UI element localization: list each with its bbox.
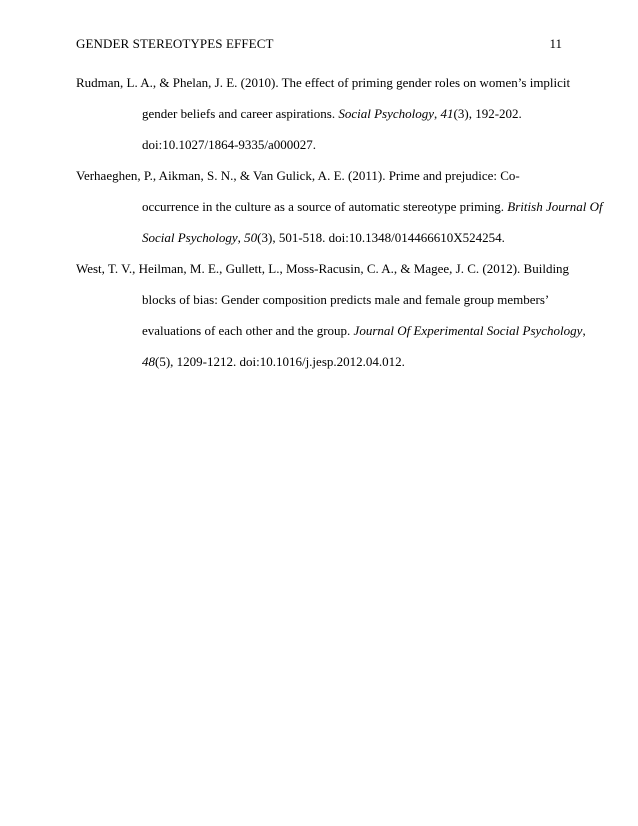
reference-text: evaluations of each other and the group. [142,323,354,338]
reference-text: Rudman, L. A., & Phelan, J. E. (2010). The effect of priming gender roles on women’s implicit [76,75,571,90]
reference-line [109,191,603,222]
reference-text: Verhaeghen, P., Aikman, S. N., & Van Gulick, A. E. (2011). Prime and prejudice: Co- [76,168,520,183]
reference-line [109,315,586,346]
reference-line [109,346,566,377]
reference-text: occurrence in the culture as a source of automatic stereotype priming. [142,199,508,214]
reference-line [109,129,566,160]
reference-entry [76,67,571,160]
reference-italic-text: Journal Of Experimental Social Psychology [353,323,583,338]
page-number: 11 [549,36,562,51]
reference-line [109,284,566,315]
reference-entry [76,253,586,377]
reference-line [76,160,566,191]
reference-list [76,67,603,377]
reference-line [76,67,571,98]
reference-line [76,253,570,284]
reference-text: doi:10.1027/1864-9335/a000027. [142,137,317,152]
reference-text: (3), 501-518. doi:10.1348/014466610X524254. [257,230,505,245]
reference-text: , [434,106,441,121]
reference-italic-text: British Journal Of [507,199,603,214]
reference-line [109,98,566,129]
reference-text: (5), 1209-1212. doi:10.1016/j.jesp.2012.04.012. [155,354,405,369]
reference-text: (3), 192-202. [453,106,522,121]
running-head: GENDER STEREOTYPES EFFECT [76,36,274,51]
reference-text: , [582,323,586,338]
reference-text: blocks of bias: Gender composition predicts male and female group members’ [142,292,550,307]
reference-italic-text: Social Psychology [142,230,238,245]
reference-italic-text: 41 [440,106,454,121]
reference-text: West, T. V., Heilman, M. E., Gullett, L., Moss-Racusin, C. A., & Magee, J. C. (2012). Building [76,261,570,276]
reference-italic-text: 48 [142,354,155,369]
reference-text: gender beliefs and career aspirations. [142,106,339,121]
reference-text: , [237,230,245,245]
reference-italic-text: Social Psychology [338,106,435,121]
reference-italic-text: 50 [244,230,258,245]
reference-line [109,222,566,253]
reference-entry [76,160,603,253]
